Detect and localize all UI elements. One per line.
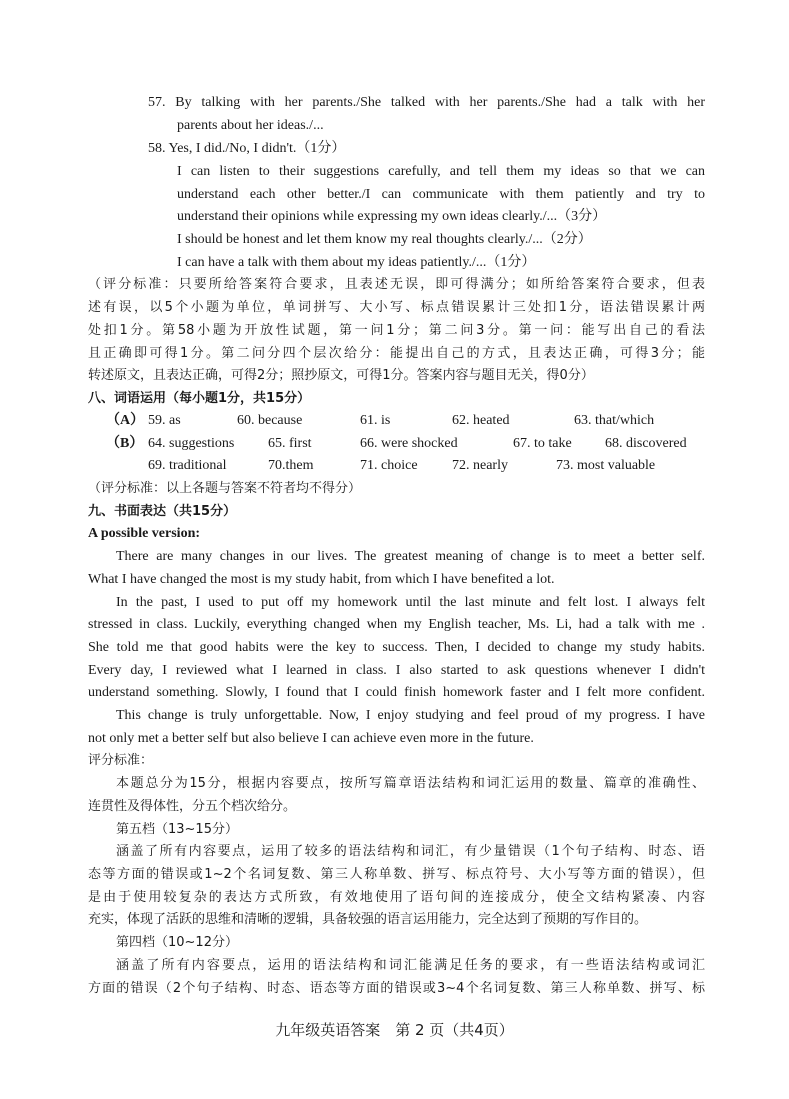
answer-58-head: 58. Yes, I did./No, I didn't.（1分） <box>148 141 346 156</box>
criteria-line-2: 连贯性及得体性，分五个档次给分。 <box>88 799 297 814</box>
answer-60: 60. because <box>237 413 303 428</box>
answer-57-line1: 57. By talking with her parents./She talked with her parents./She had a talk with her <box>148 95 705 110</box>
page-footer: 九年级英语答案 第 2 页（共4页） <box>275 1021 514 1039</box>
section-8-title: 八、词语运用（每小题1分，共15分） <box>88 391 311 406</box>
criteria-a-line3: 处扣1分。第58小题为开放性试题，第一问1分；第二问3分。第一问：能写出自己的看法 <box>88 323 705 338</box>
criteria-a-line4: 且正确即可得1分。第二问分四个层次给分：能提出自己的方式，且表达正确，可得3分；能 <box>88 346 705 361</box>
answer-58-line5: I can have a talk with them about my ideas patiently./...（1分） <box>177 255 536 270</box>
answer-71: 71. choice <box>360 458 418 473</box>
criteria-band-4: 第四档（10~12分） <box>116 935 238 950</box>
criteria-line-7: 充实，体现了活跃的思维和清晰的逻辑，具备较强的语言运用能力，完全达到了预期的写作目的。 <box>88 912 648 927</box>
answer-67: 67. to take <box>513 436 572 451</box>
criteria-title: 评分标准： <box>88 753 154 768</box>
essay-line-5: She told me that good habits were the key to success. Then, I decided to change my study habits. <box>88 640 705 655</box>
criteria-band-5: 第五档（13~15分） <box>116 822 238 837</box>
section-8-b-label: （B） <box>106 436 144 451</box>
essay-line-4: stressed in class. Luckily, everything changed when my English teacher, Ms. Li, had a talk with me . <box>88 617 705 632</box>
essay-line-8: This change is truly unforgettable. Now, I enjoy studying and feel proud of my progress. I have <box>116 708 705 723</box>
criteria-a-line2: 述有误，以5个小题为单位，单词拼写、大小写、标点错误累计三处扣1分，语法错误累计两 <box>88 300 705 315</box>
answer-62: 62. heated <box>452 413 510 428</box>
essay-line-6: Every day, I reviewed what I learned in class. I also started to ask questions whenever I didn't <box>88 663 705 678</box>
answer-58-line3: understand their opinions while expressing my own ideas clearly./...（3分） <box>177 209 607 224</box>
section-8-a-label: （A） <box>106 413 145 428</box>
answer-64: 64. suggestions <box>148 436 235 451</box>
answer-57-line2: parents about her ideas./... <box>177 118 324 133</box>
criteria-line-4: 涵盖了所有内容要点，运用了较多的语法结构和词汇，有少量错误（1个句子结构、时态、语 <box>116 844 705 859</box>
criteria-line-5: 态等方面的错误或1~2个名词复数、第三人称单数、拼写、标点符号、大小写等方面的错误），但 <box>88 867 705 882</box>
answer-66: 66. were shocked <box>360 436 458 451</box>
possible-version-label: A possible version: <box>88 526 201 541</box>
answer-70: 70.them <box>268 458 314 473</box>
criteria-line-1: 本题总分为15分，根据内容要点，按所写篇章语法结构和词汇运用的数量、篇章的准确性、 <box>116 776 705 791</box>
answer-68: 68. discovered <box>605 436 687 451</box>
answer-65: 65. first <box>268 436 312 451</box>
criteria-line-6: 是由于使用较复杂的表达方式所致，有效地使用了语句间的连接成分，使全文结构紧凑、内容 <box>88 890 705 905</box>
answer-58-line1: I can listen to their suggestions carefully, and tell them my ideas so that we can <box>177 164 705 179</box>
answer-59: 59. as <box>148 413 181 428</box>
section-8-criteria: （评分标准：以上各题与答案不符者均不得分） <box>88 481 362 496</box>
answer-63: 63. that/which <box>574 413 655 428</box>
essay-line-3: In the past, I used to put off my homework until the last minute and felt lost. I always felt <box>116 595 705 610</box>
criteria-line-9: 涵盖了所有内容要点，运用的语法结构和词汇能满足任务的要求，有一些语法结构或词汇 <box>116 958 705 973</box>
criteria-a-line5: 转述原文，且表达正确，可得2分；照抄原文，可得1分。答案内容与题目无关，得0分） <box>88 368 594 383</box>
section-9-title: 九、书面表达（共15分） <box>88 504 237 519</box>
answer-73: 73. most valuable <box>556 458 656 473</box>
answer-58-line2: understand each other better./I can communicate with them patiently and try to <box>177 187 705 202</box>
answer-72: 72. nearly <box>452 458 508 473</box>
essay-line-7: understand something. Slowly, I found that I could finish homework faster and I felt more confident. <box>88 685 705 700</box>
essay-line-9: not only met a better self but also believe I can achieve even more in the future. <box>88 731 534 746</box>
essay-line-2: What I have changed the most is my study habit, from which I have benefited a lot. <box>88 572 555 587</box>
answer-69: 69. traditional <box>148 458 227 473</box>
essay-line-1: There are many changes in our lives. The greatest meaning of change is to meet a better self. <box>116 549 705 564</box>
criteria-a-line1: （评分标准：只要所给答案符合要求，且表述无误，即可得满分；如所给答案符合要求，但表 <box>88 277 705 292</box>
criteria-line-10: 方面的错误（2个句子结构、时态、语态等方面的错误或3~4个名词复数、第三人称单数、拼写、标 <box>88 981 705 996</box>
answer-61: 61. is <box>360 413 391 428</box>
answer-58-line4: I should be honest and let them know my real thoughts clearly./...（2分） <box>177 232 592 247</box>
